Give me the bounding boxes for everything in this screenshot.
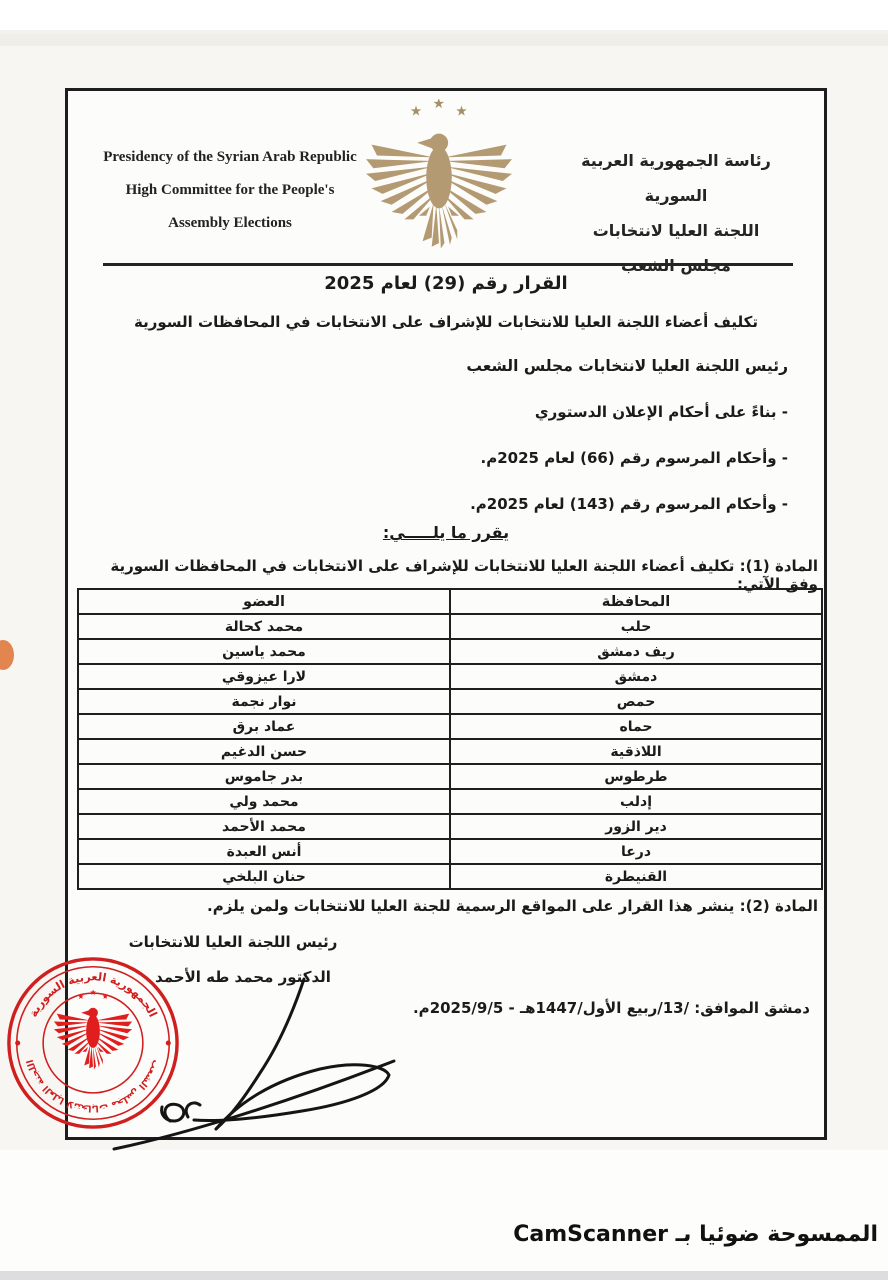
star-icon: ★: [409, 103, 423, 120]
stamp-top-text: الجمهورية العربية السورية: [26, 970, 160, 1020]
member-cell: نوار نجمة: [78, 689, 450, 714]
date-line: دمشق الموافق: /13/ربيع الأول/1447هـ - 2025/9/5م.: [412, 999, 810, 1017]
member-cell: حنان البلخي: [78, 864, 450, 889]
header-arabic-line2: اللجنة العليا لانتخابات: [592, 221, 760, 240]
header-english-line3: Assembly Elections: [168, 215, 292, 231]
header-english-line1: Presidency of the Syrian Arab Republic: [103, 149, 357, 165]
article-2: [68, 897, 824, 915]
table-row: [78, 839, 822, 864]
member-cell: محمد ياسين: [78, 639, 450, 664]
governorate-cell: إدلب: [450, 789, 822, 814]
governorate-cell: طرطوس: [450, 764, 822, 789]
scan-margin-top: [0, 0, 888, 34]
star-icon: ★: [77, 992, 85, 1001]
table-row: [78, 864, 822, 889]
table-row: [78, 614, 822, 639]
assignments-table: [77, 588, 823, 890]
table-row: [78, 689, 822, 714]
scan-margin-bottom: [0, 1150, 888, 1280]
table-header-row: [78, 589, 822, 614]
document-border-frame: [24, 88, 827, 1140]
header-arabic-line1: رئاسة الجمهورية العربية السورية: [581, 151, 771, 205]
member-cell: حسن الدغيم: [78, 739, 450, 764]
article-2-text: ينشر هذا القرار على المواقع الرسمية للجنة العليا للانتخابات ولمن يلزم.: [207, 897, 740, 915]
decree-heading: يقرر ما يلـــــي:: [382, 523, 510, 542]
member-cell: بدر جاموس: [78, 764, 450, 789]
footer-gray-strip: [0, 1271, 888, 1280]
column-header-member: العضو: [78, 589, 450, 614]
governorate-cell: دمشق: [450, 664, 822, 689]
header-divider-rule: [103, 263, 793, 266]
decision-issuer: رئيس اللجنة العليا لانتخابات مجلس الشعب: [466, 357, 788, 375]
governorate-cell: حماه: [450, 714, 822, 739]
star-icon: ★: [89, 988, 97, 998]
star-icon: ★: [432, 99, 445, 113]
scan-artifact: [0, 640, 14, 670]
member-cell: لارا عيزوقي: [78, 664, 450, 689]
governorate-cell: اللاذقية: [450, 739, 822, 764]
governorate-cell: ريف دمشق: [450, 639, 822, 664]
member-cell: عماد برق: [78, 714, 450, 739]
article-2-label: المادة (2):: [739, 897, 818, 915]
decision-title: القرار رقم (29) لعام 2025: [324, 273, 568, 294]
star-icon: ★: [455, 103, 468, 120]
header-english-line2: High Committee for the People's: [125, 182, 335, 198]
governorate-cell: دير الزور: [450, 814, 822, 839]
stamp-bottom-text: اللجنة العليا لانتخابات مجلس الشعب: [24, 1058, 162, 1114]
table-row: [78, 814, 822, 839]
article-1-text: تكليف أعضاء اللجنة العليا للانتخابات للإشراف على الانتخابات في المحافظات السورية وفق الآتي:: [110, 557, 818, 593]
handwritten-signature: [96, 971, 426, 1156]
column-header-governorate: المحافظة: [450, 589, 822, 614]
table-row: [78, 664, 822, 689]
table-row: [78, 789, 822, 814]
star-icon: ★: [101, 992, 109, 1001]
header-arabic: [556, 143, 796, 283]
governorate-cell: درعا: [450, 839, 822, 864]
member-cell: محمد الأحمد: [78, 814, 450, 839]
preamble-line: - وأحكام المرسوم رقم (66) لعام 2025م.: [480, 449, 788, 467]
decision-subtitle: تكليف أعضاء اللجنة العليا للانتخابات للإشراف على الانتخابات في المحافظات السورية: [133, 313, 759, 331]
preamble-line: - وأحكام المرسوم رقم (143) لعام 2025م.: [470, 495, 788, 513]
table-row: [78, 639, 822, 664]
member-cell: محمد كحالة: [78, 614, 450, 639]
article-1-label: المادة (1):: [739, 557, 818, 575]
table-row: [78, 764, 822, 789]
governorate-cell: القنيطرة: [450, 864, 822, 889]
signatory-title: رئيس اللجنة العليا للانتخابات: [128, 933, 338, 951]
table-row: [78, 714, 822, 739]
camscanner-watermark: الممسوحة ضوئيا بـ CamScanner: [513, 1222, 878, 1247]
scan-noise-band: [0, 30, 888, 46]
member-cell: أنس العبدة: [78, 839, 450, 864]
golden-eagle-emblem-icon: [354, 99, 524, 254]
governorate-cell: حمص: [450, 689, 822, 714]
preamble-line: - بناءً على أحكام الإعلان الدستوري: [534, 403, 788, 421]
signatory-name: الدكتور محمد طه الأحمد: [155, 968, 331, 986]
table-row: [78, 739, 822, 764]
member-cell: محمد ولي: [78, 789, 450, 814]
header-english: [80, 141, 380, 240]
governorate-cell: حلب: [450, 614, 822, 639]
